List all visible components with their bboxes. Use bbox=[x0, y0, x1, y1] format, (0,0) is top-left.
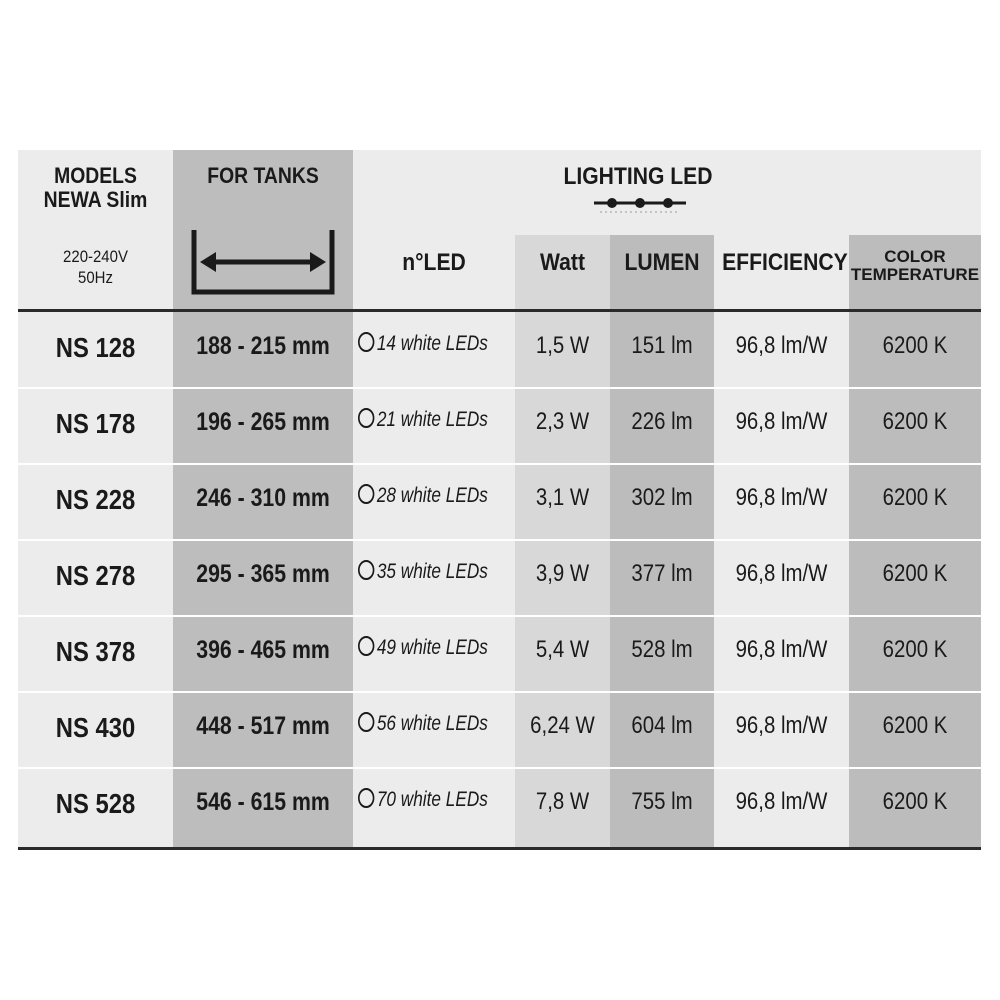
watt-cell: 6,24 W bbox=[530, 712, 595, 739]
led-count-cell bbox=[358, 636, 489, 660]
tank-size-cell: 396 - 465 mm bbox=[196, 636, 330, 664]
row-divider bbox=[18, 615, 981, 617]
lumen-cell: 755 lm bbox=[631, 788, 693, 815]
led-count-cell bbox=[358, 408, 489, 432]
column-header-efficiency: EFFICIENCY bbox=[722, 249, 848, 276]
color-temperature-cell: 6200 K bbox=[882, 788, 948, 815]
watt-cell: 3,1 W bbox=[535, 484, 590, 511]
color-temperature-cell: 6200 K bbox=[882, 560, 948, 587]
row-divider bbox=[18, 539, 981, 541]
header-divider bbox=[18, 309, 981, 312]
color-temperature-cell: 6200 K bbox=[882, 636, 948, 663]
efficiency-cell: 96,8 lm/W bbox=[735, 484, 828, 511]
circle-bullet-icon bbox=[358, 636, 374, 656]
model-cell: NS 178 bbox=[55, 408, 136, 439]
led-count-text: 49 white LEDs bbox=[376, 636, 488, 659]
models-title-line1: MODELS bbox=[54, 163, 137, 188]
lumen-cell: 226 lm bbox=[631, 408, 693, 435]
row-divider bbox=[18, 767, 981, 769]
row-divider bbox=[18, 387, 981, 389]
tank-size-cell: 295 - 365 mm bbox=[196, 560, 330, 588]
voltage-label: 220-240V bbox=[63, 247, 128, 266]
watt-cell: 5,4 W bbox=[535, 636, 590, 663]
column-header-color-temperature bbox=[849, 248, 981, 284]
color-temperature-cell: 6200 K bbox=[882, 484, 948, 511]
tank-size-cell: 188 - 215 mm bbox=[196, 332, 330, 360]
watt-cell: 7,8 W bbox=[535, 788, 590, 815]
color-temperature-cell: 6200 K bbox=[882, 332, 948, 359]
bottom-divider bbox=[18, 847, 981, 850]
model-cell: NS 228 bbox=[55, 484, 136, 515]
circle-bullet-icon bbox=[358, 712, 374, 732]
led-count-cell bbox=[358, 788, 489, 812]
tank-size-cell: 246 - 310 mm bbox=[196, 484, 330, 512]
color-temperature-cell: 6200 K bbox=[882, 408, 948, 435]
efficiency-cell: 96,8 lm/W bbox=[735, 636, 828, 663]
color-temperature-cell: 6200 K bbox=[882, 712, 948, 739]
color-column-band bbox=[849, 235, 981, 850]
tank-size-cell: 196 - 265 mm bbox=[196, 408, 330, 436]
led-count-text: 70 white LEDs bbox=[376, 788, 488, 811]
model-cell: NS 378 bbox=[55, 636, 136, 667]
efficiency-cell: 96,8 lm/W bbox=[735, 332, 828, 359]
row-divider bbox=[18, 691, 981, 693]
models-title bbox=[27, 164, 163, 212]
led-count-cell bbox=[358, 712, 489, 736]
lumen-cell: 302 lm bbox=[631, 484, 693, 511]
circle-bullet-icon bbox=[358, 408, 374, 428]
column-header-nled: n°LED bbox=[402, 249, 466, 276]
lumen-cell: 604 lm bbox=[631, 712, 693, 739]
lumen-cell: 528 lm bbox=[631, 636, 693, 663]
tank-size-cell: 546 - 615 mm bbox=[196, 788, 330, 816]
color-header-line1: COLOR bbox=[884, 247, 946, 266]
lighting-title: LIGHTING LED bbox=[563, 163, 713, 190]
watt-cell: 2,3 W bbox=[535, 408, 590, 435]
tank-size-cell: 448 - 517 mm bbox=[196, 712, 330, 740]
model-cell: NS 528 bbox=[55, 788, 136, 819]
led-count-cell bbox=[358, 332, 489, 356]
led-count-text: 21 white LEDs bbox=[376, 408, 488, 431]
efficiency-cell: 96,8 lm/W bbox=[735, 712, 828, 739]
led-count-text: 28 white LEDs bbox=[376, 484, 488, 507]
efficiency-cell: 96,8 lm/W bbox=[735, 408, 828, 435]
model-cell: NS 128 bbox=[55, 332, 136, 363]
lumen-column-band bbox=[610, 235, 714, 850]
lumen-cell: 377 lm bbox=[631, 560, 693, 587]
efficiency-cell: 96,8 lm/W bbox=[735, 560, 828, 587]
led-count-text: 35 white LEDs bbox=[376, 560, 488, 583]
led-count-cell bbox=[358, 560, 489, 584]
circle-bullet-icon bbox=[358, 484, 374, 504]
led-count-cell bbox=[358, 484, 489, 508]
lumen-cell: 151 lm bbox=[631, 332, 693, 359]
power-spec bbox=[27, 246, 163, 289]
model-cell: NS 278 bbox=[55, 560, 136, 591]
watt-cell: 3,9 W bbox=[535, 560, 590, 587]
led-strip-icon bbox=[590, 195, 690, 217]
watt-cell: 1,5 W bbox=[535, 332, 590, 359]
model-cell: NS 430 bbox=[55, 712, 136, 743]
circle-bullet-icon bbox=[358, 560, 374, 580]
led-count-text: 56 white LEDs bbox=[376, 712, 488, 735]
column-header-watt: Watt bbox=[540, 249, 585, 276]
watt-column-band bbox=[515, 235, 610, 850]
spec-table bbox=[18, 150, 981, 850]
circle-bullet-icon bbox=[358, 332, 374, 352]
efficiency-cell: 96,8 lm/W bbox=[735, 788, 828, 815]
circle-bullet-icon bbox=[358, 788, 374, 808]
column-header-lumen: LUMEN bbox=[624, 249, 700, 276]
tanks-title: FOR TANKS bbox=[207, 163, 319, 188]
frequency-label: 50Hz bbox=[78, 268, 113, 288]
led-count-text: 14 white LEDs bbox=[376, 332, 488, 355]
row-divider bbox=[18, 463, 981, 465]
tank-width-arrow-icon bbox=[188, 228, 338, 298]
models-title-line2: NEWA Slim bbox=[43, 187, 148, 213]
color-header-line2: TEMPERATURE bbox=[850, 264, 980, 284]
